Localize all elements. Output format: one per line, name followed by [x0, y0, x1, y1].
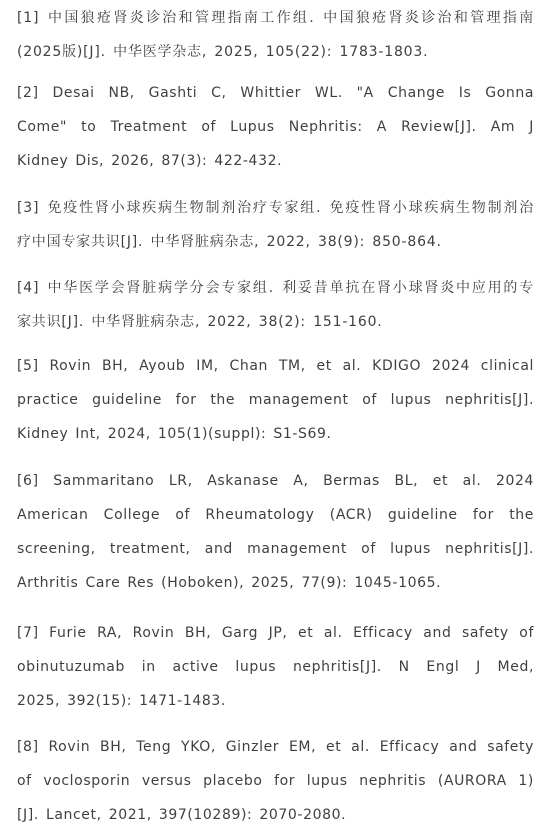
reference-line: [1] 中国狼疮肾炎诊治和管理指南工作组. 中国狼疮肾炎诊治和管理指南 — [17, 10, 534, 26]
reference-line: [3] 免疫性肾小球疾病生物制剂治疗专家组. 免疫性肾小球疾病生物制剂治 — [17, 200, 534, 216]
reference-line: [2] Desai NB, Gashti C, Whittier WL. "A Change Is Gonna — [17, 85, 534, 101]
reference-item-3 — [17, 191, 534, 259]
reference-line: Kidney Dis, 2026, 87(3): 422-432. — [17, 153, 283, 169]
reference-line: [4] 中华医学会肾脏病学分会专家组. 利妥昔单抗在肾小球肾炎中应用的专 — [17, 280, 534, 296]
reference-line: (2025版)[J]. 中华医学杂志, 2025, 105(22): 1783-1803. — [17, 44, 429, 60]
reference-item-2 — [17, 76, 534, 178]
reference-line: [5] Rovin BH, Ayoub IM, Chan TM, et al. KDIGO 2024 clinical — [17, 358, 534, 374]
reference-line: [6] Sammaritano LR, Askanase A, Bermas BL, et al. 2024 — [17, 473, 534, 489]
reference-line: 2025, 392(15): 1471-1483. — [17, 693, 226, 709]
reference-line: Come" to Treatment of Lupus Nephritis: A Review[J]. Am J — [17, 119, 534, 135]
reference-line: [7] Furie RA, Rovin BH, Garg JP, et al. Efficacy and safety of — [17, 625, 534, 641]
reference-item-8 — [17, 730, 534, 832]
reference-item-5 — [17, 349, 534, 451]
reference-line: American College of Rheumatology (ACR) guideline for the — [17, 507, 534, 523]
reference-item-7 — [17, 616, 534, 718]
reference-line: 家共识[J]. 中华肾脏病杂志, 2022, 38(2): 151-160. — [17, 314, 383, 330]
reference-line: Kidney Int, 2024, 105(1)(suppl): S1-S69. — [17, 426, 332, 442]
reference-line: obinutuzumab in active lupus nephritis[J]. N Engl J Med, — [17, 659, 534, 675]
reference-item-1 — [17, 1, 534, 69]
reference-item-6 — [17, 464, 534, 600]
reference-line: of voclosporin versus placebo for lupus nephritis (AURORA 1) — [17, 773, 534, 789]
reference-line: [J]. Lancet, 2021, 397(10289): 2070-2080. — [17, 807, 347, 823]
reference-line: screening, treatment, and management of lupus nephritis[J]. — [17, 541, 534, 557]
reference-item-4 — [17, 271, 534, 339]
reference-line: practice guideline for the management of lupus nephritis[J]. — [17, 392, 534, 408]
reference-line: Arthritis Care Res (Hoboken), 2025, 77(9): 1045-1065. — [17, 575, 442, 591]
reference-line: [8] Rovin BH, Teng YKO, Ginzler EM, et al. Efficacy and safety — [17, 739, 534, 755]
reference-line: 疗中国专家共识[J]. 中华肾脏病杂志, 2022, 38(9): 850-864. — [17, 234, 442, 250]
